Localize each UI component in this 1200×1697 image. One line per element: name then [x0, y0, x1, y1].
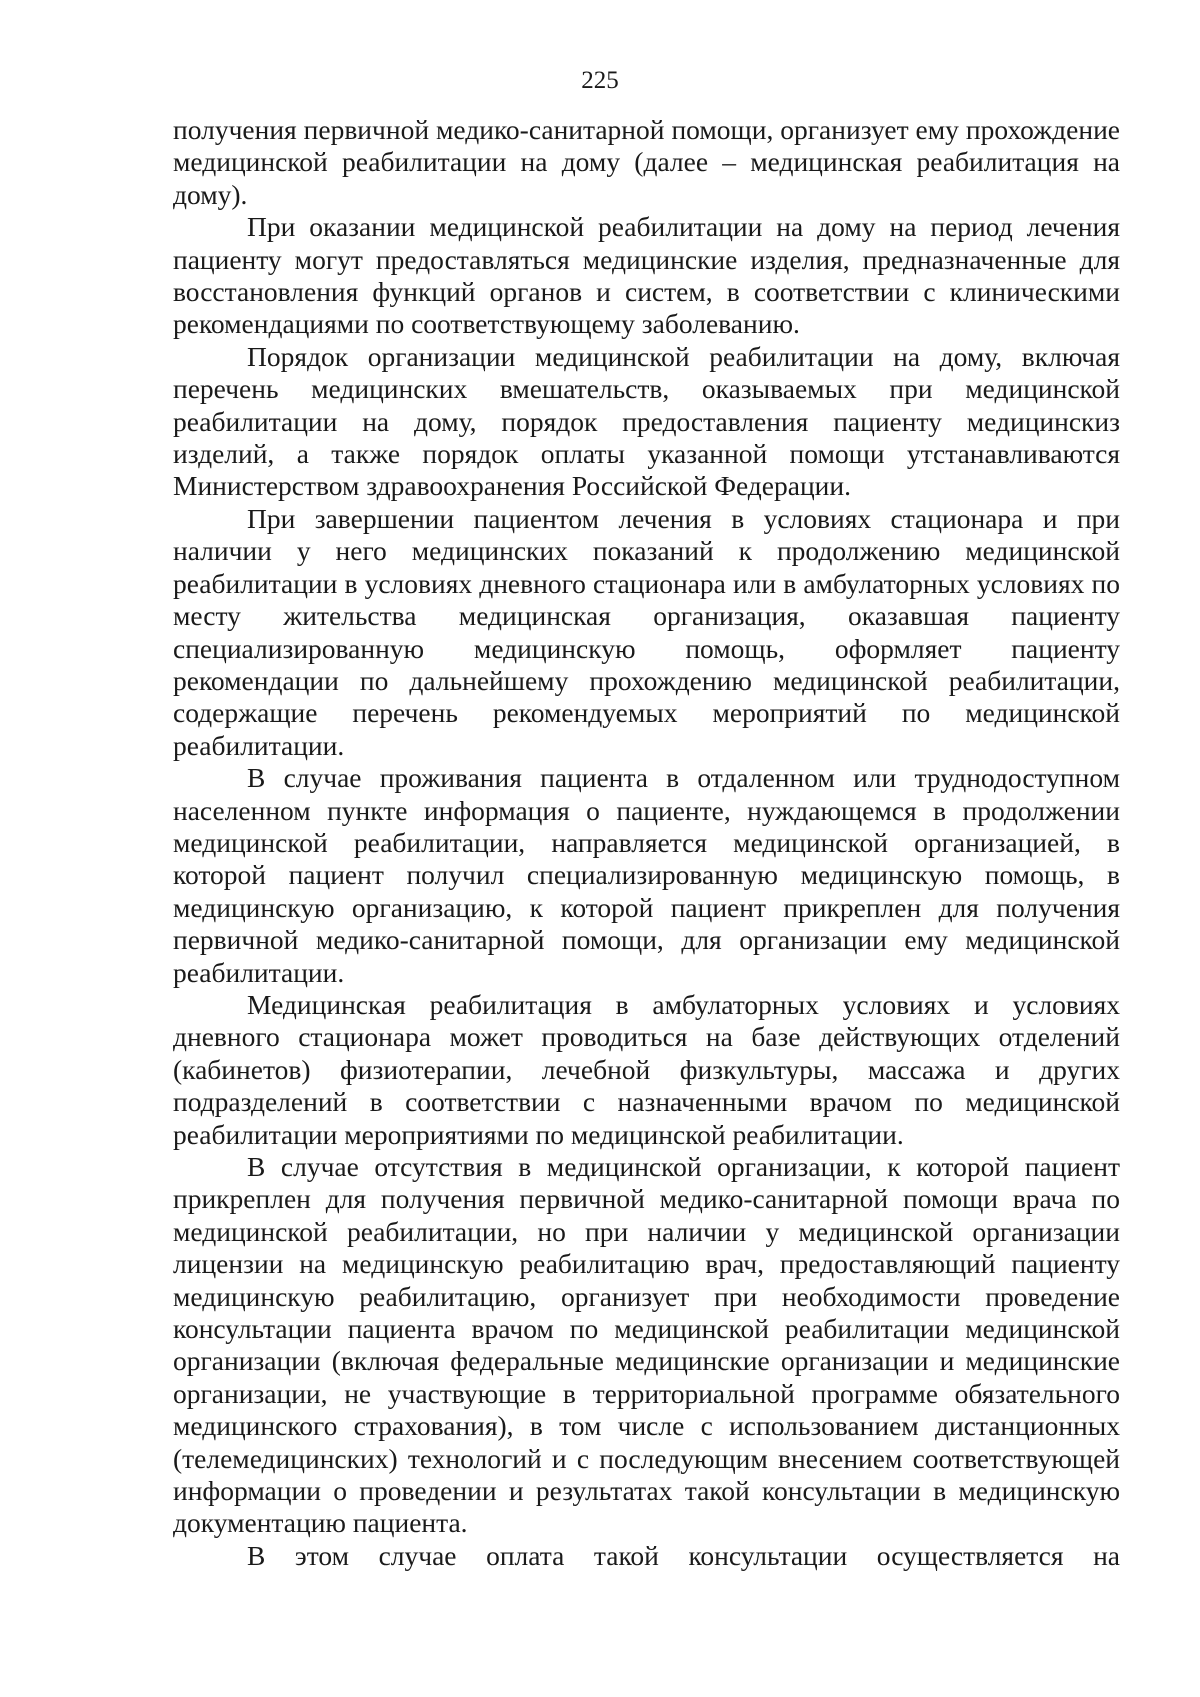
paragraph-rehab-procedure: Порядок организации медицинской реабилитации на дому, включая перечень медицинских вмешательств, оказываемых при медицинской реабилитации на дому, порядок предоставления пациенту медицинскиз изделий, а также порядок оплаты указанной помощи утстанавливаются Министерством здравоохранения Российской Федерации. [173, 340, 1120, 502]
paragraph-consultation: В случае отсутствия в медицинской организации, к которой пациент прикреплен для получения первичной медико-санитарной помощи врача по медицинской реабилитации, но при наличии у медицинской организации лицензии на медицинскую реабилитацию врач, предоставляющий пациенту медицинскую реабилитацию, организует при необходимости проведение консультации пациента врачом по медицинской реабилитации медицинской организации (включая федеральные медицинские организации и медицинские организации, не участвующие в территориальной программе обязательного медицинского страхования), в том числе с использованием дистанционных (телемедицинских) технологий и с последующим внесением соответствующей информации о проведении и результатах такой консультации в медицинскую документацию пациента. [173, 1151, 1120, 1539]
paragraph-hospital-discharge: При завершении пациентом лечения в условиях стационара и при наличии у него медицинских показаний к продолжению медицинской реабилитации в условиях дневного стационара или в амбулаторных условиях по месту жительства медицинская организация, оказавшая пациенту специализированную медицинскую помощь, оформляет пациенту рекомендации по дальнейшему прохождению медицинской реабилитации, содержащие перечень рекомендуемых мероприятий по медицинской реабилитации. [173, 502, 1120, 761]
paragraph-outpatient-rehab: Медицинская реабилитация в амбулаторных условиях и условиях дневного стационара может проводиться на базе действующих отделений (кабинетов) физиотерапии, лечебной физкультуры, массажа и других подразделений в соответствии с назначенными врачом по медицинской реабилитации мероприятиями по медицинской реабилитации. [173, 988, 1120, 1150]
document-body [173, 114, 1120, 1572]
paragraph-medical-devices: При оказании медицинской реабилитации на дому на период лечения пациенту могут предоставляться медицинские изделия, предназначенные для восстановления функций органов и систем, в соответствии с клиническими рекомендациями по соответствующему заболеванию. [173, 211, 1120, 340]
paragraph-continuation: получения первичной медико-санитарной помощи, организует ему прохождение медицинской реабилитации на дому (далее – медицинская реабилитация на дому). [173, 114, 1120, 210]
paragraph-payment: В этом случае оплата такой консультации осуществляется на [247, 1539, 1120, 1571]
page-number: 225 [581, 67, 619, 94]
paragraph-remote-settlement: В случае проживания пациента в отдаленном или труднодоступном населенном пункте информация о пациенте, нуждающемся в продолжении медицинской реабилитации, направляется медицинской организацией, в которой пациент получил специализированную медицинскую помощь, в медицинскую организацию, к которой пациент прикреплен для получения первичной медико-санитарной помощи, для организации ему медицинской реабилитации. [173, 762, 1120, 988]
